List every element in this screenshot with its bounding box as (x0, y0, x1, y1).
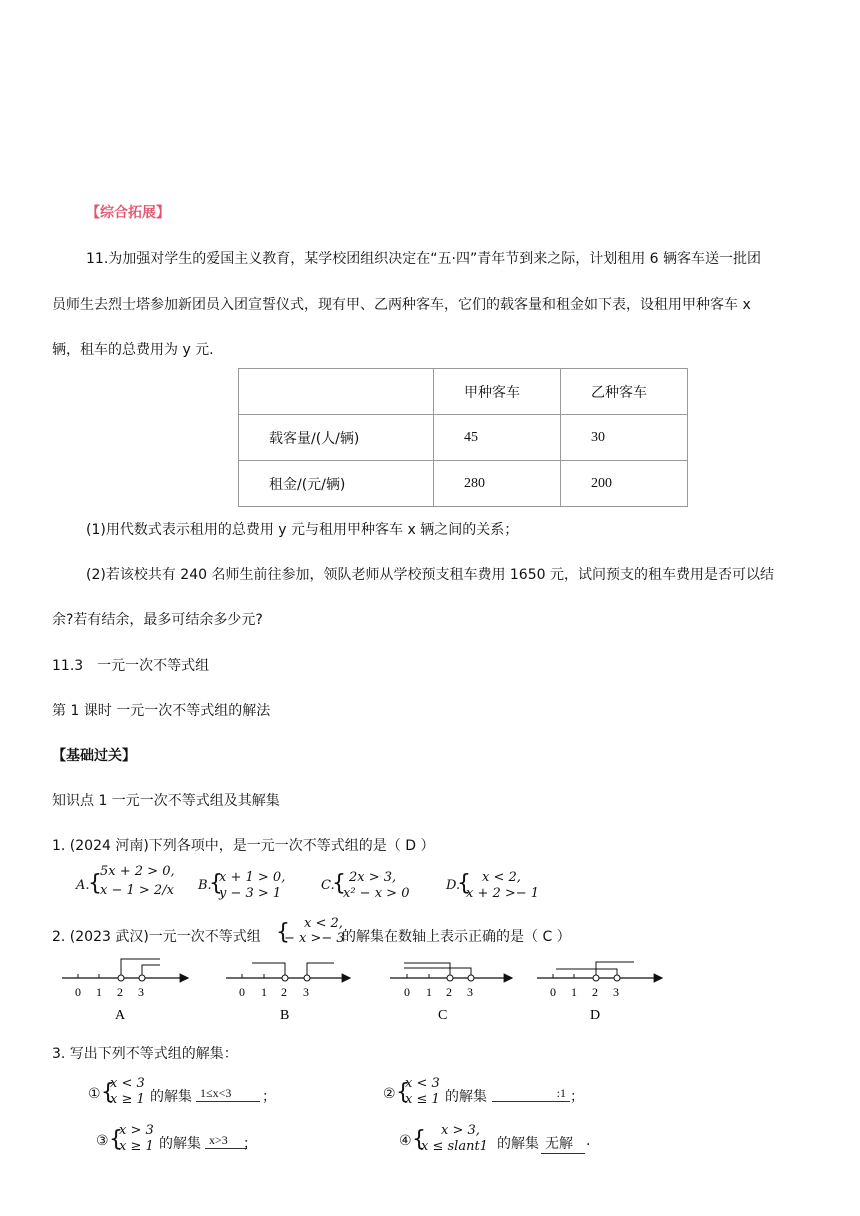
option-label: D. (446, 878, 461, 893)
item-end: . (586, 1133, 591, 1149)
axis-tick-label: 1 (96, 985, 102, 999)
system-top: x > 3 (119, 1123, 154, 1138)
knowledge-point-title: 知识点 1 一元一次不等式组及其解集 (52, 793, 280, 809)
brace-symbol: { (101, 1080, 115, 1105)
number-line-c (390, 963, 512, 1023)
q11-sub2-line1: (2)若该校共有 240 名师生前往参加，领队老师从学校预支租车费用 1650 元，试问预支的租车费用是否可以结 (86, 567, 774, 583)
option-caption: D (590, 1008, 601, 1023)
q2-system-top: x < 2, (304, 916, 343, 931)
system-bottom: x ≤ slant1 (421, 1139, 488, 1154)
option-caption: B (280, 1008, 290, 1023)
q2-system-bottom: − x >− 3 (284, 931, 345, 946)
item-end: ； (243, 1136, 257, 1152)
table-cell: 45 (434, 415, 561, 461)
option-top: 2x > 3, (349, 870, 397, 885)
axis-tick-label: 2 (117, 985, 123, 999)
axis-tick-label: 0 (404, 985, 410, 999)
table-header-cell: 甲种客车 (434, 369, 561, 415)
answer-blank: 无解 (541, 1133, 585, 1154)
option-bottom: x − 1 > 2/x (100, 883, 174, 898)
option-bottom: y − 3 > 1 (219, 886, 282, 901)
brace-symbol: { (412, 1127, 426, 1152)
brace-symbol: { (396, 1080, 410, 1105)
q11-line3: 辆，租车的总费用为 y 元. (52, 342, 214, 358)
axis-tick-label: 3 (303, 985, 309, 999)
system-bottom: x ≥ 1 (110, 1092, 145, 1107)
axis-tick-label: 1 (571, 985, 577, 999)
q2-stem-pre: 2. (2023 武汉)一元一次不等式组 (52, 929, 261, 945)
item-number: ② (383, 1086, 396, 1102)
axis-tick-label: 0 (550, 985, 556, 999)
axis-tick-label: 2 (446, 985, 452, 999)
brace-symbol: { (209, 871, 223, 896)
option-label: C. (321, 878, 335, 893)
option-bottom: x² − x > 0 (343, 886, 410, 901)
option-top: x < 2, (482, 870, 521, 885)
axis-tick-label: 0 (75, 985, 81, 999)
system-top: x < 3 (110, 1076, 145, 1091)
q11-sub2-line2: 余?若有结余，最多可结余多少元? (52, 612, 263, 628)
system-top: x > 3, (441, 1123, 480, 1138)
item-mid-text: 的解集 (445, 1089, 487, 1105)
q2-stem-post: 的解集在数轴上表示正确的是（ C ） (342, 929, 571, 945)
axis-tick-label: 1 (261, 985, 267, 999)
table-cell: 280 (434, 461, 561, 507)
axis-tick-label: 3 (138, 985, 144, 999)
answer-blank: 1≤x<3 (196, 1086, 260, 1102)
brace-symbol: { (109, 1127, 123, 1152)
item-number: ③ (96, 1133, 109, 1149)
option-label: A. (76, 878, 90, 893)
q11-line1: 11.为加强对学生的爱国主义教育，某学校团组织决定在“五·四”青年节到来之际，计划租用 6 辆客车送一批团 (86, 251, 762, 267)
table-row (239, 415, 688, 461)
number-line-d (537, 962, 662, 1023)
option-top: 5x + 2 > 0, (100, 864, 175, 879)
axis-tick-label: 3 (467, 985, 473, 999)
axis-tick-label: 2 (281, 985, 287, 999)
q11-line2: 员师生去烈士塔参加新团员入团宣誓仪式，现有甲、乙两种客车，它们的载客量和租金如下表，设租用甲种客车 x (52, 297, 751, 313)
q11-sub1: (1)用代数式表示租用的总费用 y 元与租用甲种客车 x 辆之间的关系； (86, 522, 519, 538)
option-bottom: x + 2 >− 1 (466, 886, 540, 901)
system-top: x < 3 (405, 1076, 440, 1091)
rental-table (238, 368, 688, 507)
item-number: ① (88, 1086, 101, 1102)
table-cell: 载客量/(人/辆) (239, 415, 434, 461)
number-line-a (62, 959, 188, 1023)
table-row (239, 461, 688, 507)
axis-tick-label: 2 (592, 985, 598, 999)
item-mid-text: 的解集 (150, 1089, 192, 1105)
brace-symbol: { (332, 871, 346, 896)
brace-symbol: { (88, 871, 102, 896)
axis-tick-label: 0 (239, 985, 245, 999)
answer-blank: x>3 (205, 1133, 247, 1149)
item-number: ④ (399, 1133, 412, 1149)
table-cell: 200 (561, 461, 688, 507)
item-mid-text: 的解集 (497, 1136, 539, 1152)
section-title: 11.3 一元一次不等式组 (52, 658, 210, 674)
lesson-title: 第 1 课时 一元一次不等式组的解法 (52, 703, 271, 719)
basic-section-heading: 【基础过关】 (52, 748, 136, 764)
option-caption: C (438, 1008, 448, 1023)
system-bottom: x ≥ 1 (119, 1139, 154, 1154)
axis-tick-label: 1 (426, 985, 432, 999)
q1-stem: 1. (2024 河南)下列各项中，是一元一次不等式组的是（ D ） (52, 838, 435, 854)
q3-stem: 3. 写出下列不等式组的解集： (52, 1046, 238, 1062)
system-bottom: x ≤ 1 (405, 1092, 440, 1107)
table-header-cell: 乙种客车 (561, 369, 688, 415)
item-end: ； (570, 1089, 584, 1105)
brace-symbol: { (457, 871, 471, 896)
option-top: x + 1 > 0, (219, 870, 286, 885)
brace-symbol: { (276, 920, 290, 945)
option-label: B. (198, 878, 212, 893)
option-caption: A (115, 1008, 126, 1023)
table-cell: 30 (561, 415, 688, 461)
item-mid-text: 的解集 (159, 1136, 201, 1152)
table-cell: 租金/(元/辆) (239, 461, 434, 507)
answer-blank: :1 (492, 1086, 570, 1102)
axis-tick-label: 3 (613, 985, 619, 999)
number-line-b (226, 963, 350, 1023)
table-header-cell (239, 369, 434, 415)
number-line-options (0, 955, 860, 1030)
item-end: ； (262, 1089, 276, 1105)
section-heading-extension: 【综合拓展】 (86, 205, 170, 221)
table-header-row (239, 369, 688, 415)
